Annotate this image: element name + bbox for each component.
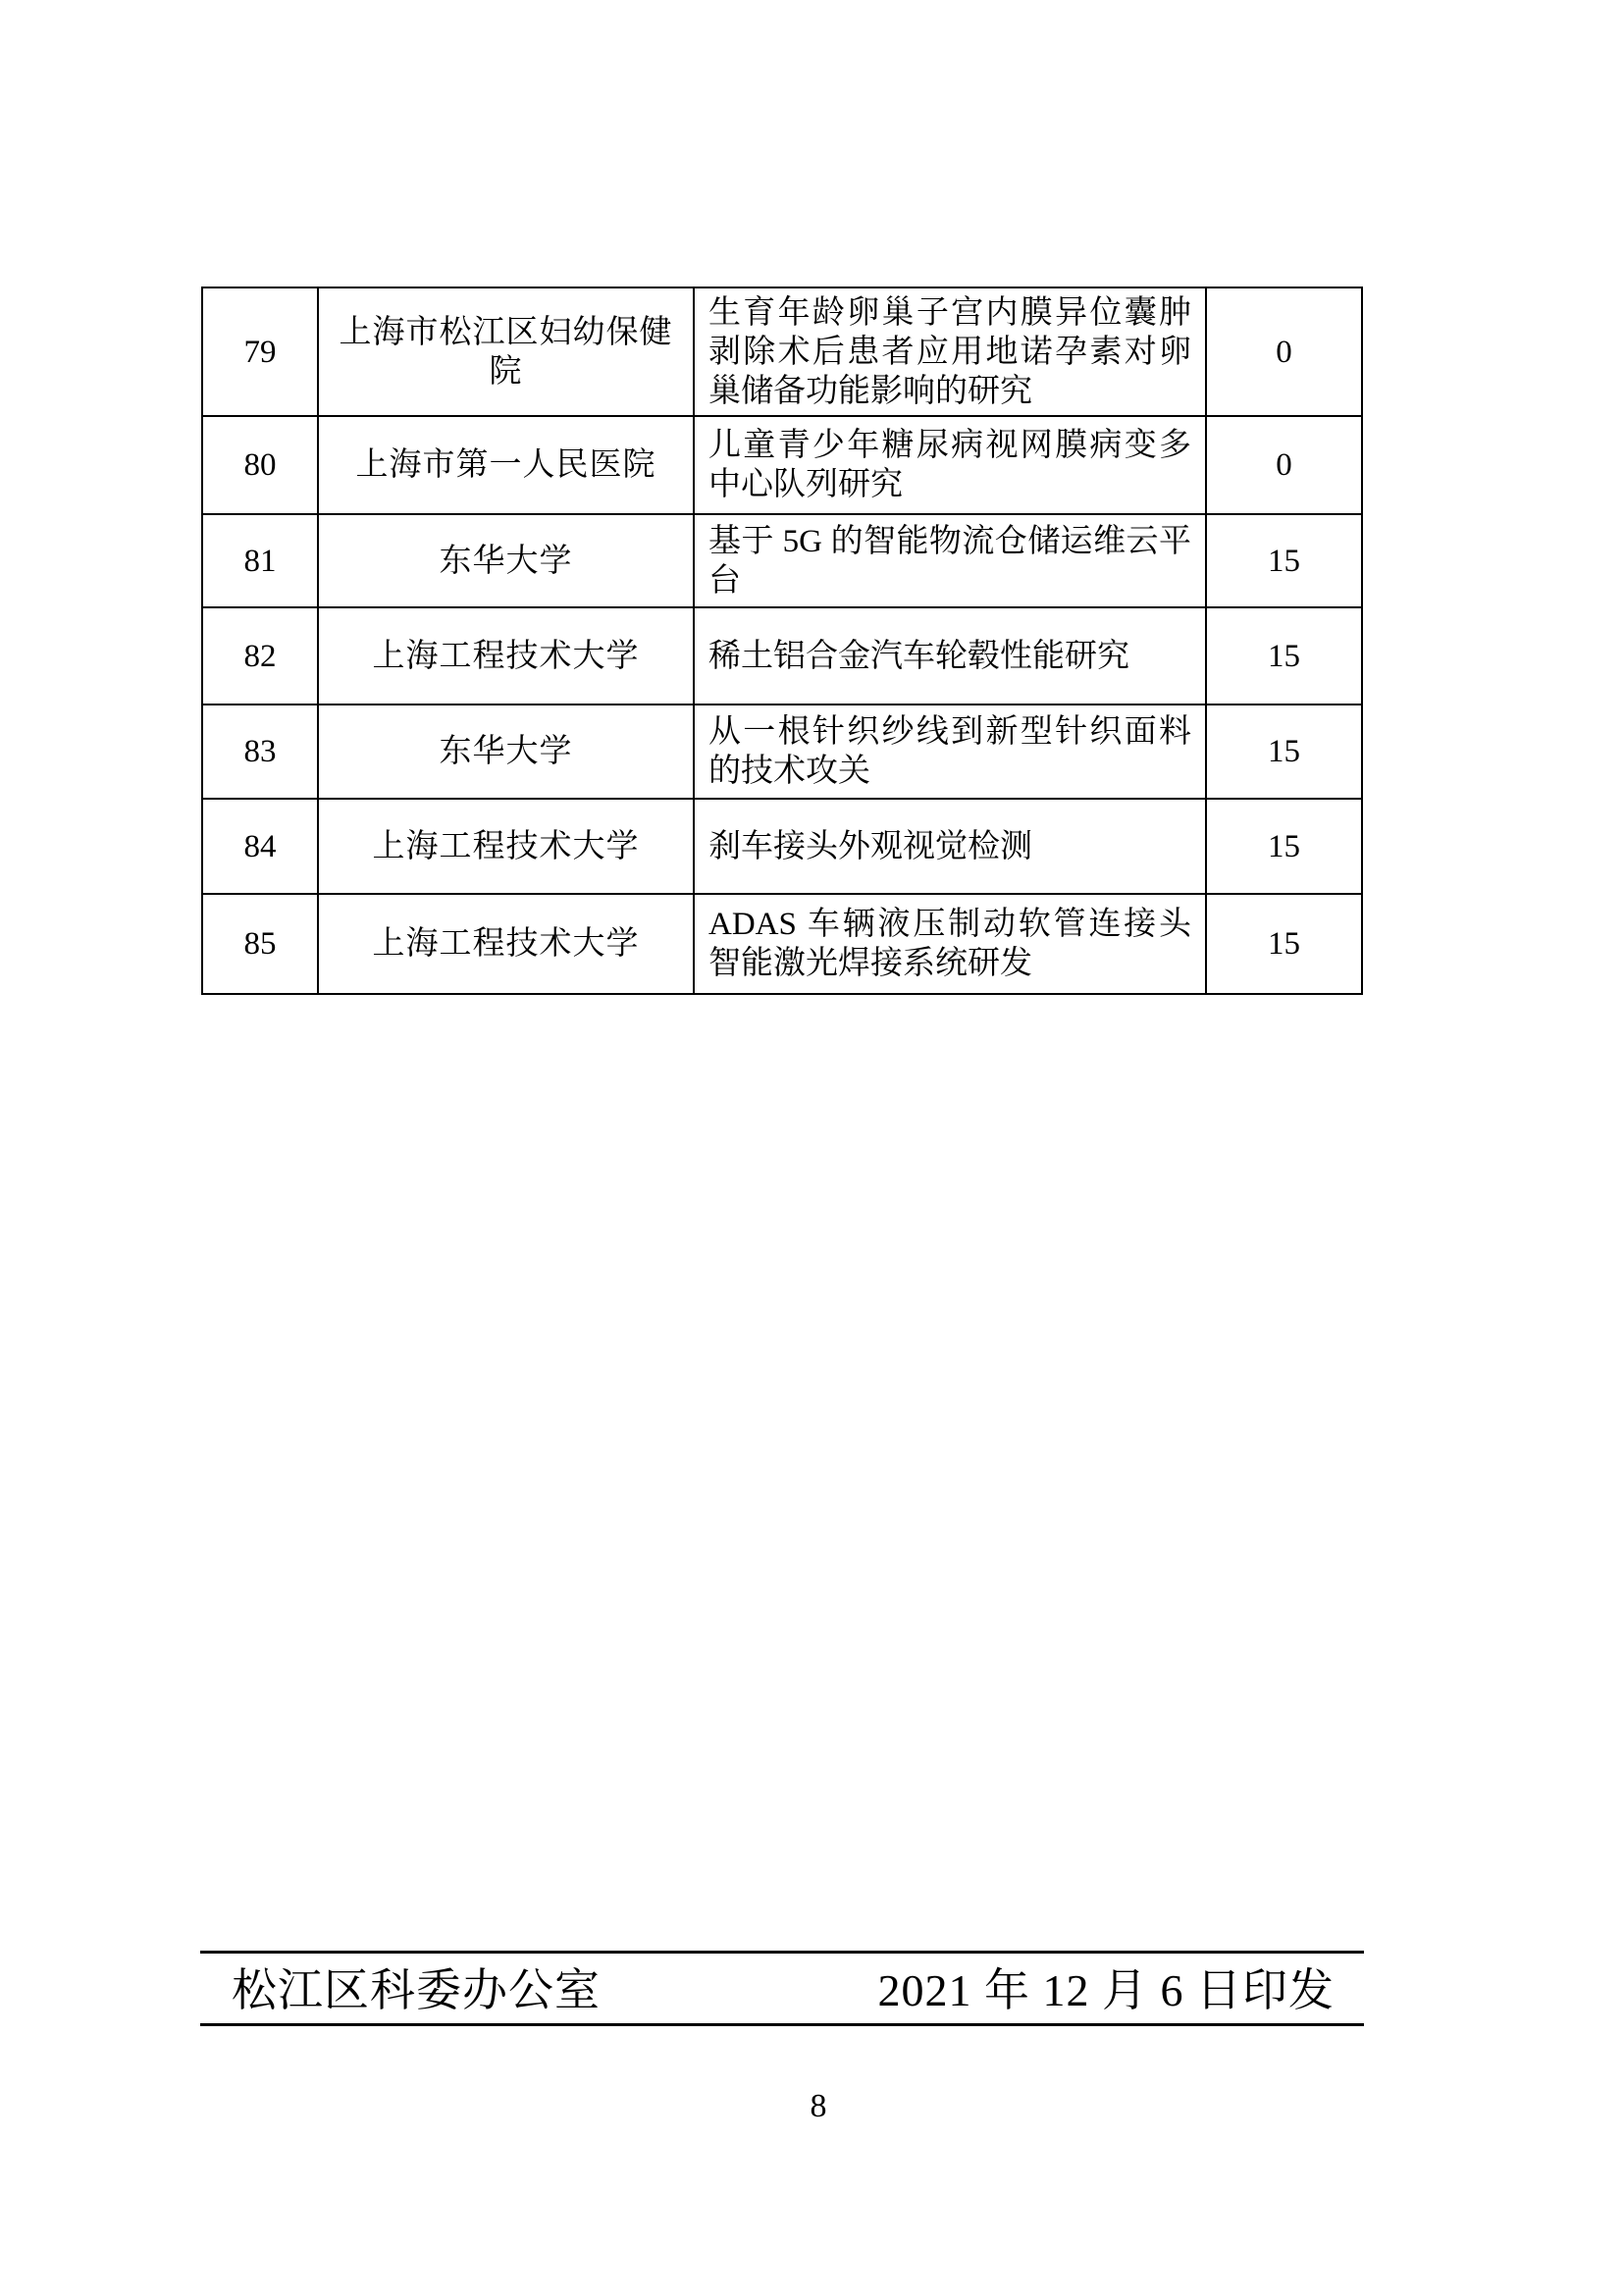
table-row: [202, 894, 1362, 994]
score-value: 15: [1206, 704, 1362, 799]
table-row: [202, 514, 1362, 607]
project-title: 稀土铝合金汽车轮毂性能研究: [694, 607, 1206, 704]
row-number: 83: [202, 704, 318, 799]
institution-name: 上海工程技术大学: [318, 607, 694, 704]
score-value: 0: [1206, 416, 1362, 514]
project-title: 刹车接头外观视觉检测: [694, 799, 1206, 894]
page-number: 8: [810, 2088, 827, 2124]
footer-bottom-rule: [200, 2023, 1364, 2026]
footer-issuing-office: 松江区科委办公室: [232, 1965, 601, 2015]
project-title: 生育年龄卵巢子宫内膜异位囊肿剥除术后患者应用地诺孕素对卵巢储备功能影响的研究: [694, 287, 1206, 416]
footer-top-rule: [200, 1951, 1364, 1954]
table-body: [202, 287, 1362, 994]
institution-name: 上海工程技术大学: [318, 894, 694, 994]
footer-print-date: 2021 年 12 月 6 日印发: [877, 1965, 1335, 2015]
table-row: [202, 287, 1362, 416]
institution-name: 上海工程技术大学: [318, 799, 694, 894]
table-row: [202, 607, 1362, 704]
institution-name: 上海市第一人民医院: [318, 416, 694, 514]
institution-name: 东华大学: [318, 514, 694, 607]
score-value: 0: [1206, 287, 1362, 416]
institution-name: 东华大学: [318, 704, 694, 799]
project-title: 基于 5G 的智能物流仓储运维云平台: [694, 514, 1206, 607]
score-value: 15: [1206, 607, 1362, 704]
row-number: 84: [202, 799, 318, 894]
project-score-table: [201, 287, 1363, 995]
row-number: 85: [202, 894, 318, 994]
row-number: 79: [202, 287, 318, 416]
table-row: [202, 416, 1362, 514]
project-title: 从一根针织纱线到新型针织面料的技术攻关: [694, 704, 1206, 799]
row-number: 81: [202, 514, 318, 607]
table-row: [202, 704, 1362, 799]
row-number: 80: [202, 416, 318, 514]
score-value: 15: [1206, 514, 1362, 607]
project-title: ADAS 车辆液压制动软管连接头智能激光焊接系统研发: [694, 894, 1206, 994]
table-row: [202, 799, 1362, 894]
institution-name: 上海市松江区妇幼保健院: [318, 287, 694, 416]
project-title: 儿童青少年糖尿病视网膜病变多中心队列研究: [694, 416, 1206, 514]
score-value: 15: [1206, 799, 1362, 894]
row-number: 82: [202, 607, 318, 704]
score-value: 15: [1206, 894, 1362, 994]
